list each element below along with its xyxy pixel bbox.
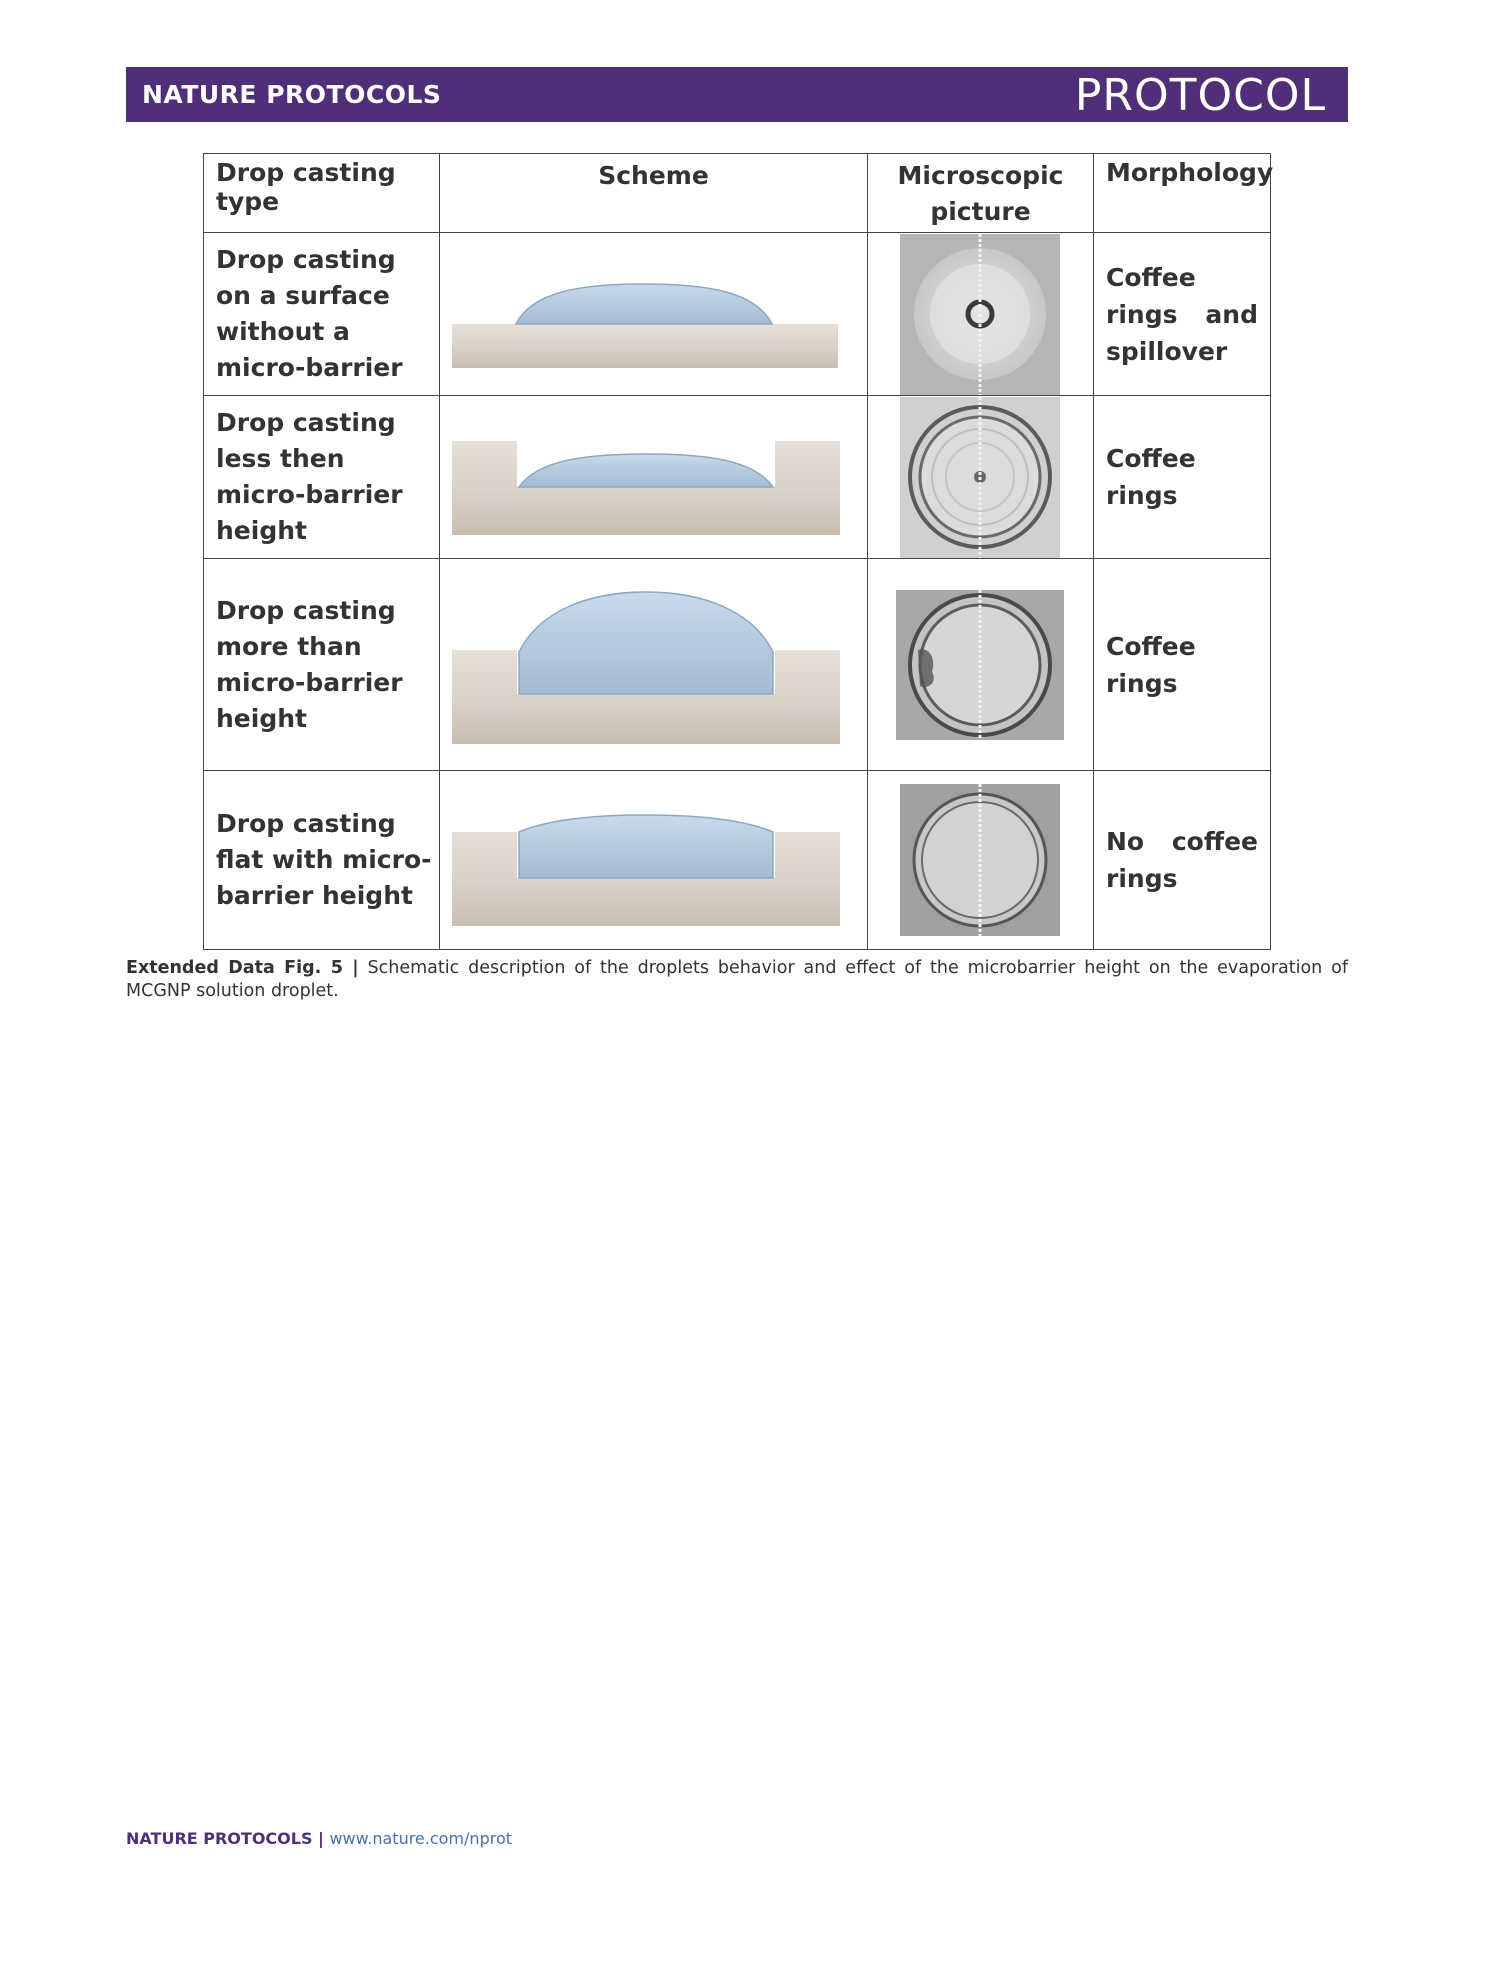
morphology: No coffee rings: [1094, 771, 1271, 950]
drop-casting-type: Drop casting less then micro-barrier height: [204, 396, 440, 559]
journal-name: NATURE PROTOCOLS: [142, 80, 442, 109]
micro-image-3: [868, 560, 1092, 770]
scheme-high-drop-barrier: [440, 560, 866, 770]
column-header: Morphology: [1094, 154, 1271, 233]
scheme-flat-with-barrier: [440, 772, 866, 949]
droplet: [516, 284, 772, 324]
scheme-diagram: [440, 396, 868, 559]
caption-label: Extended Data Fig. 5 |: [126, 958, 359, 978]
page-footer: [126, 1829, 512, 1848]
micro-image-4: [868, 772, 1092, 949]
morphology: Coffee rings: [1094, 396, 1271, 559]
scheme-diagram: [440, 233, 868, 396]
journal-header: [126, 67, 1348, 122]
scheme-flat-surface: [440, 234, 866, 395]
substrate: [452, 324, 838, 368]
morphology: Coffee rings: [1094, 559, 1271, 771]
table-row: [204, 771, 1271, 950]
scheme-diagram: [440, 559, 868, 771]
droplet: [519, 815, 773, 878]
table-row: [204, 233, 1271, 396]
section-label: PROTOCOL: [1074, 70, 1326, 121]
micro-image-1: [868, 234, 1092, 395]
footer-brand: NATURE PROTOCOLS: [126, 1829, 313, 1848]
table-header-row: [204, 154, 1271, 233]
caption-text: Schematic description of the droplets behavior and effect of the microbarrier height on the evaporation of MCGNP solution droplet.: [126, 958, 1348, 1001]
figure-caption: [126, 957, 1348, 1003]
droplet: [519, 454, 773, 487]
column-header: Microscopic picture: [868, 154, 1094, 233]
drop-casting-type: Drop casting more than micro-barrier height: [204, 559, 440, 771]
microscopic-picture: [868, 233, 1094, 396]
footer-url-link[interactable]: www.nature.com/nprot: [329, 1829, 513, 1848]
scheme-low-drop-barrier: [440, 397, 866, 558]
micro-image-2: [868, 397, 1092, 558]
drop-casting-table: [203, 153, 1274, 950]
droplet: [519, 592, 773, 694]
morphology: Coffee rings and spillover: [1094, 233, 1271, 396]
microscopic-picture: [868, 396, 1094, 559]
drop-casting-type: Drop casting on a surface without a micro-barrier: [204, 233, 440, 396]
microscopic-picture: [868, 771, 1094, 950]
table-row: [204, 559, 1271, 771]
microscopic-picture: [868, 559, 1094, 771]
column-header: Drop casting type: [204, 154, 440, 233]
footer-separator: |: [312, 1829, 330, 1848]
drop-casting-type: Drop casting flat with micro-barrier height: [204, 771, 440, 950]
table-row: [204, 396, 1271, 559]
scheme-diagram: [440, 771, 868, 950]
column-header: Scheme: [440, 154, 868, 233]
